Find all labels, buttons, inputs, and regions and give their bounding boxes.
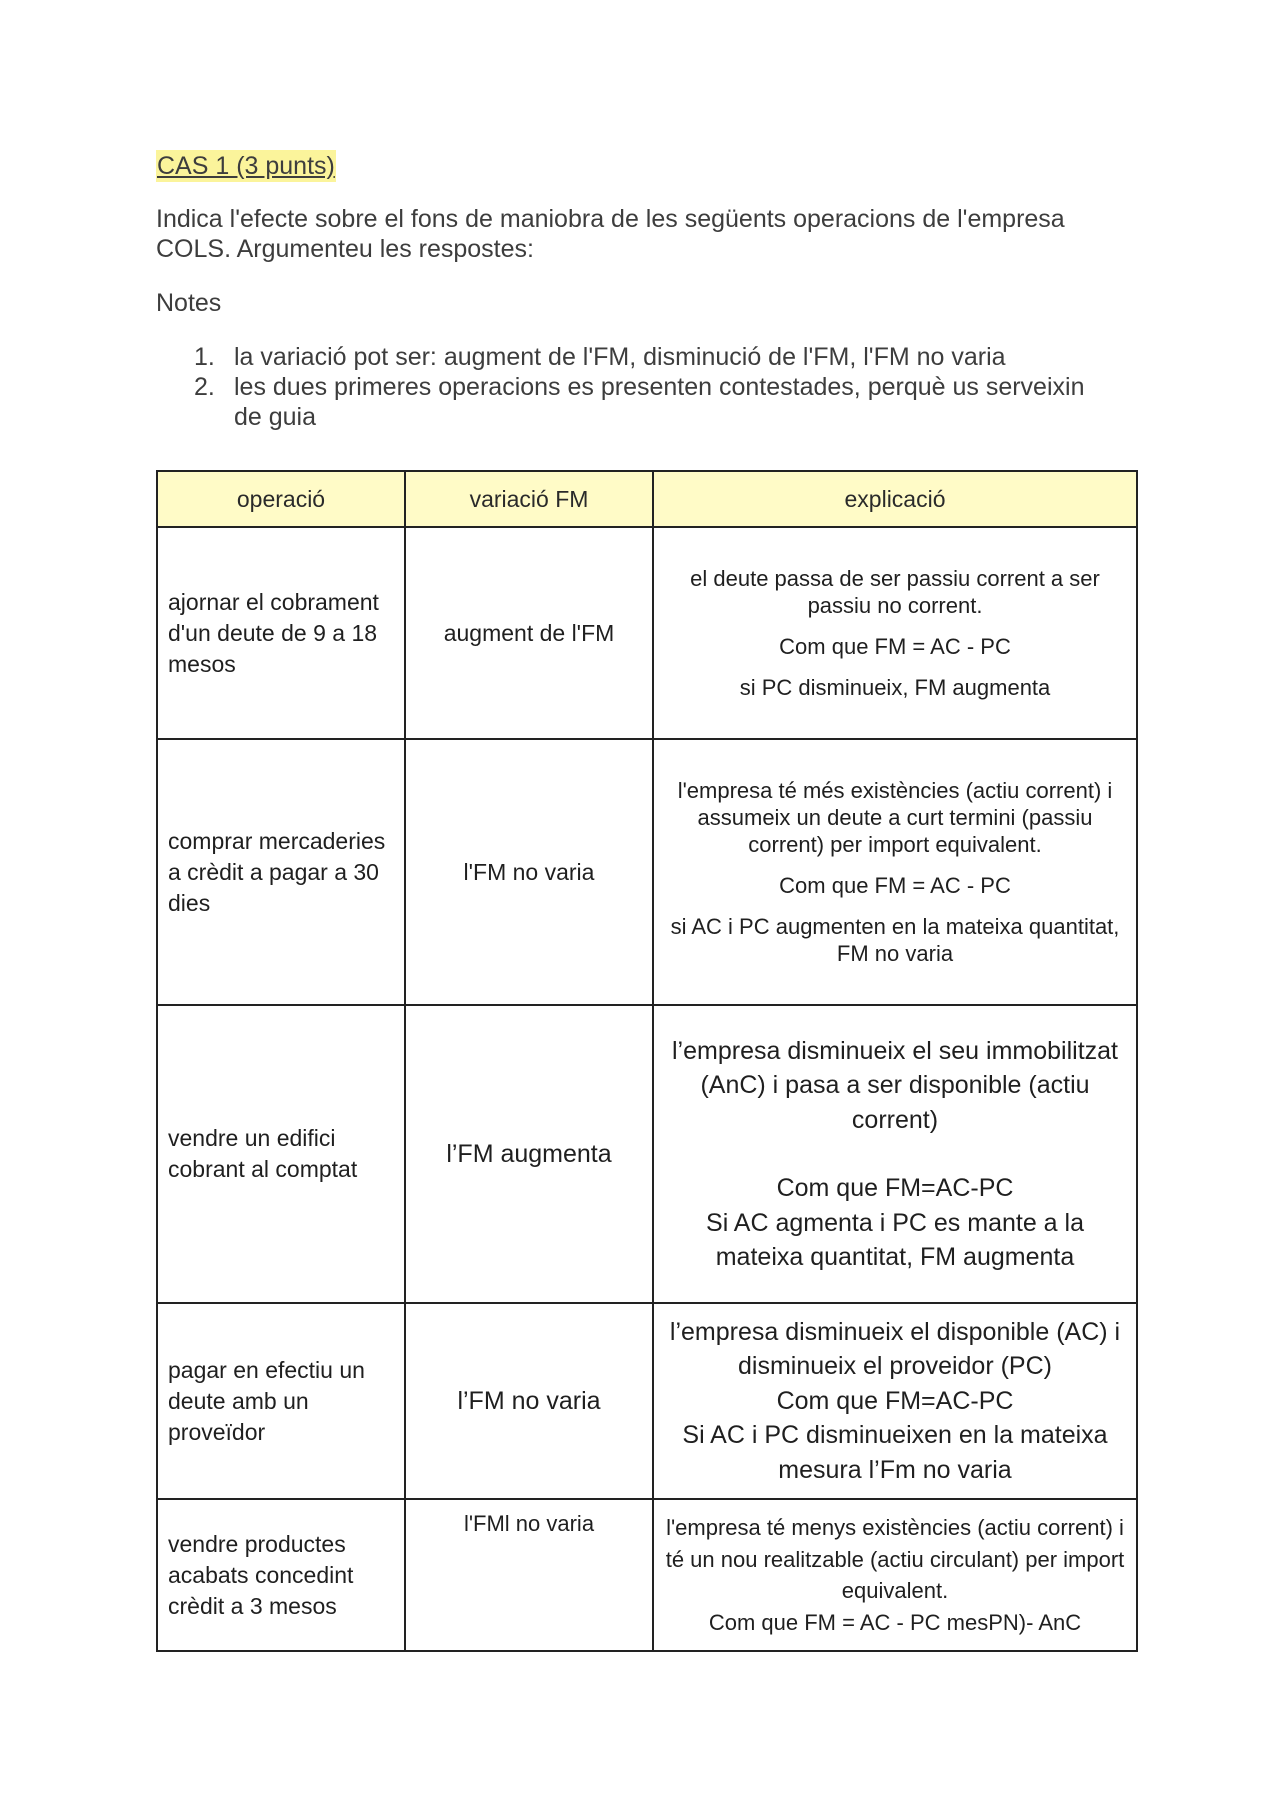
explanation-text: el deute passa de ser passiu corrent a ser passiu no corrent.: [690, 566, 1100, 618]
table-row: [157, 739, 1137, 1005]
explanation-text: l’empresa disminueix el disponible (AC) i disminueix el proveidor (PC) Com que FM=AC-PC Si AC i PC disminueixen en la mateixa mesura l’Fm no varia: [669, 1317, 1121, 1484]
variation-cell: l’FM augmenta: [405, 1005, 653, 1303]
explanation-cell: [653, 1303, 1137, 1499]
header-operation: operació: [157, 471, 405, 527]
operations-table: [156, 470, 1138, 1652]
note-number: 1.: [194, 343, 215, 371]
explanation-cell: [653, 527, 1137, 739]
note-text: les dues primeres operacions es presenten contestades, perquè us serveixin de guia: [234, 373, 1085, 431]
note-item: [156, 342, 1114, 372]
operation-cell: pagar en efectiu un deute amb un proveïdor: [157, 1303, 405, 1499]
document-body: [156, 150, 1136, 432]
note-text: la variació pot ser: augment de l'FM, disminució de l'FM, l'FM no varia: [234, 343, 1006, 371]
explanation-cell: [653, 1005, 1137, 1303]
notes-list: [156, 342, 1136, 432]
explanation-conclusion: si AC i PC augmenten en la mateixa quantitat, FM no varia: [670, 914, 1120, 966]
variation-cell: l'FMl no varia: [405, 1499, 653, 1651]
explanation-text: l'empresa té més existències (actiu corrent) i assumeix un deute a curt termini (passiu corrent) per import equivalent.: [677, 778, 1113, 857]
table-row: [157, 1303, 1137, 1499]
operation-cell: ajornar el cobrament d'un deute de 9 a 18 mesos: [157, 527, 405, 739]
variation-cell: l'FM no varia: [405, 739, 653, 1005]
table-row: [157, 1005, 1137, 1303]
explanation-conclusion: Com que FM=AC-PC Si AC agmenta i PC es mante a la mateixa quantitat, FM augmenta: [706, 1174, 1084, 1271]
table-row: [157, 527, 1137, 739]
explanation-formula: Com que FM = AC - PC: [779, 873, 1011, 898]
operation-cell: vendre un edifici cobrant al comptat: [157, 1005, 405, 1303]
table-header-row: [157, 471, 1137, 527]
operation-cell: comprar mercaderies a crèdit a pagar a 30 dies: [157, 739, 405, 1005]
header-variation: variació FM: [405, 471, 653, 527]
note-number: 2.: [194, 373, 215, 401]
explanation-cell: [653, 1499, 1137, 1651]
explanation-text: l'empresa té menys existències (actiu corrent) i té un nou realitzable (actiu circulant) per import equivalent. Com que FM = AC - PC mesPN)- AnC: [665, 1515, 1125, 1635]
operation-cell: vendre productes acabats concedint crèdit a 3 mesos: [157, 1499, 405, 1651]
variation-cell: l’FM no varia: [405, 1303, 653, 1499]
case-title: CAS 1 (3 punts): [157, 152, 335, 180]
notes-label: Notes: [156, 289, 222, 317]
explanation-cell: [653, 739, 1137, 1005]
intro-paragraph: Indica l'efecte sobre el fons de maniobra de les següents operacions de l'empresa COLS. Argumenteu les respostes:: [156, 205, 1065, 263]
variation-cell: augment de l'FM: [405, 527, 653, 739]
explanation-formula: Com que FM = AC - PC: [779, 634, 1011, 659]
explanation-conclusion: si PC disminueix, FM augmenta: [739, 675, 1051, 700]
header-explanation: explicació: [653, 471, 1137, 527]
table-row: [157, 1499, 1137, 1651]
note-item: [156, 372, 1114, 432]
explanation-text: l’empresa disminueix el seu immobilitzat (AnC) i pasa a ser disponible (actiu corrent): [672, 1036, 1118, 1134]
